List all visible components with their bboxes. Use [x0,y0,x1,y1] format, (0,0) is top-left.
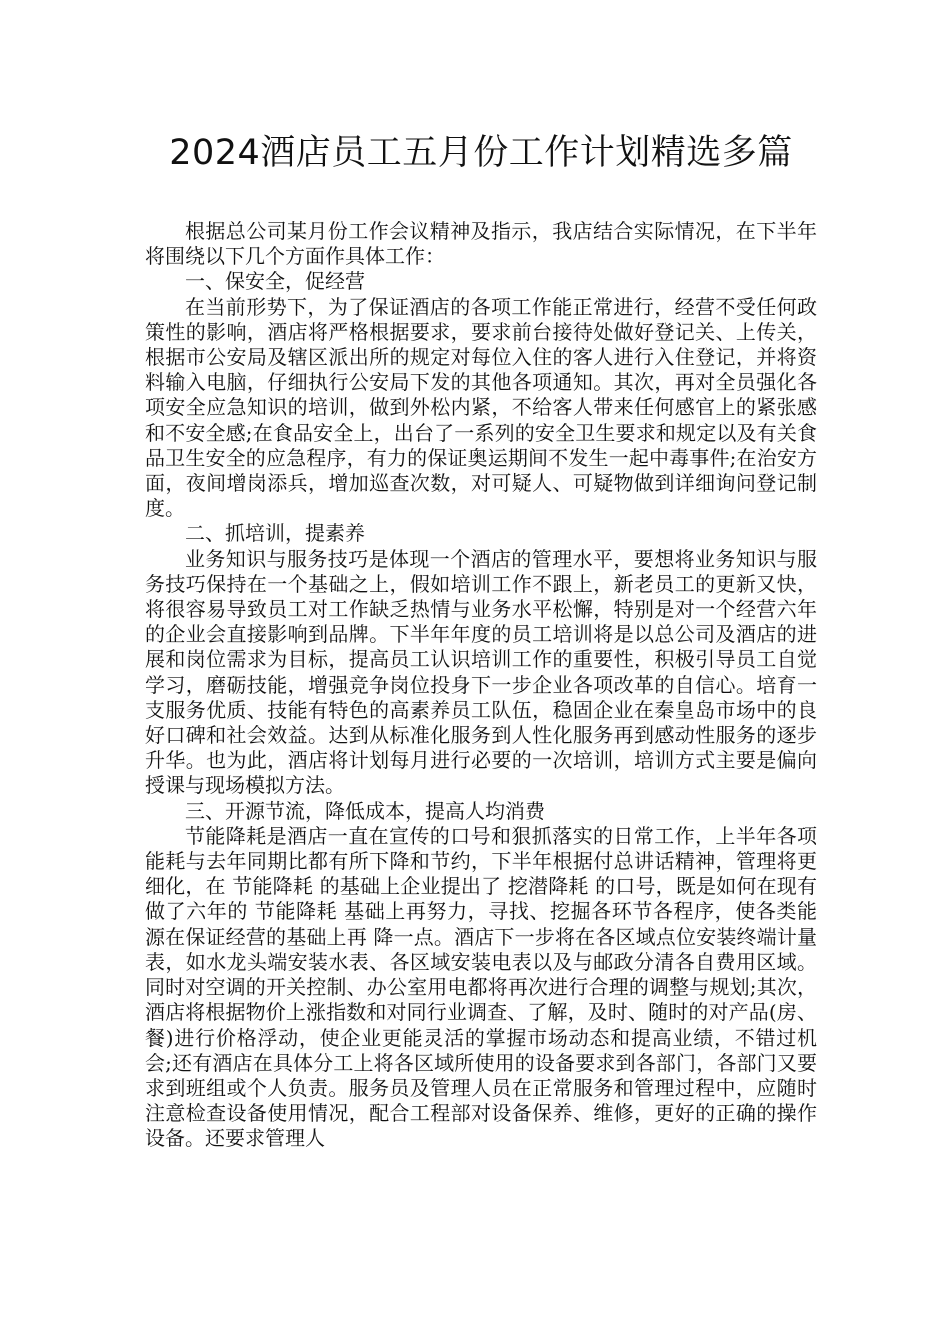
document-body [145,219,817,1152]
document-title: 2024酒店员工五月份工作计划精选多篇 [169,133,793,173]
intro-paragraph: 根据总公司某月份工作会议精神及指示，我店结合实际情况，在下半年将围绕以下几个方面作具体工作： [145,219,817,269]
section-paragraph-3: 节能降耗是酒店一直在宣传的口号和狠抓落实的日常工作，上半年各项能耗与去年同期比都有所下降和节约，下半年根据付总讲话精神，管理将更细化，在 节能降耗 的基础上企业提出了 挖潜降耗 的口号，既是如何在现有做了六年的 节能降耗 基础上再努力，寻找、挖掘各环节各程序，使各类能源在保证经营的基础上再 降一点。酒店下一步将在各区域点位安装终端计量表，如水龙头端安装水表、各区域安装电表以及与邮政分清各自费用区域。同时对空调的开关控制、办公室用电都将再次进行合理的调整与规划;其次，酒店将根据物价上涨指数和对同行业调查、了解，及时、随时的对产品(房、餐)进行价格浮动，使企业更能灵活的掌握市场动态和提高业绩，不错过机会;还有酒店在具体分工上将各区域所使用的设备要求到各部门，各部门又要求到班组或个人负责。服务员及管理人员在正常服务和管理过程中，应随时注意检查设备使用情况，配合工程部对设备保养、维修，更好的正确的操作设备。还要求管理人 [145,823,817,1151]
document-page [145,0,817,1152]
section-paragraph-1: 在当前形势下，为了保证酒店的各项工作能正常进行，经营不受任何政策性的影响，酒店将严格根据要求，要求前台接待处做好登记关、上传关，根据市公安局及辖区派出所的规定对每位入住的客人进行入住登记，并将资料输入电脑，仔细执行公安局下发的其他各项通知。其次，再对全员强化各项安全应急知识的培训，做到外松内紧，不给客人带来任何感官上的紧张感和不安全感;在食品安全上，出台了一系列的安全卫生要求和规定以及有关食品卫生安全的应急程序，有力的保证奥运期间不发生一起中毒事件;在治安方面，夜间增岗添兵，增加巡查次数，对可疑人、可疑物做到详细询问登记制度。 [145,294,817,521]
section-paragraph-2: 业务知识与服务技巧是体现一个酒店的管理水平，要想将业务知识与服务技巧保持在一个基础之上，假如培训工作不跟上，新老员工的更新又快，将很容易导致员工对工作缺乏热情与业务水平松懈，特别是对一个经营六年的企业会直接影响到品牌。下半年年度的员工培训将是以总公司及酒店的进展和岗位需求为目标，提高员工认识培训工作的重要性，积极引导员工自觉学习，磨砺技能，增强竞争岗位投身下一步企业各项改革的自信心。培育一支服务优质、技能有特色的高素养员工队伍，稳固企业在秦皇岛市场中的良好口碑和社会效益。达到从标准化服务到人性化服务再到感动性服务的逐步升华。也为此，酒店将计划每月进行必要的一次培训，培训方式主要是偏向授课与现场模拟方法。 [145,546,817,798]
section-heading-2: 二、抓培训，提素养 [185,521,365,546]
section-heading-3: 三、开源节流，降低成本，提高人均消费 [185,798,545,823]
section-heading-1: 一、保安全，促经营 [185,269,365,294]
